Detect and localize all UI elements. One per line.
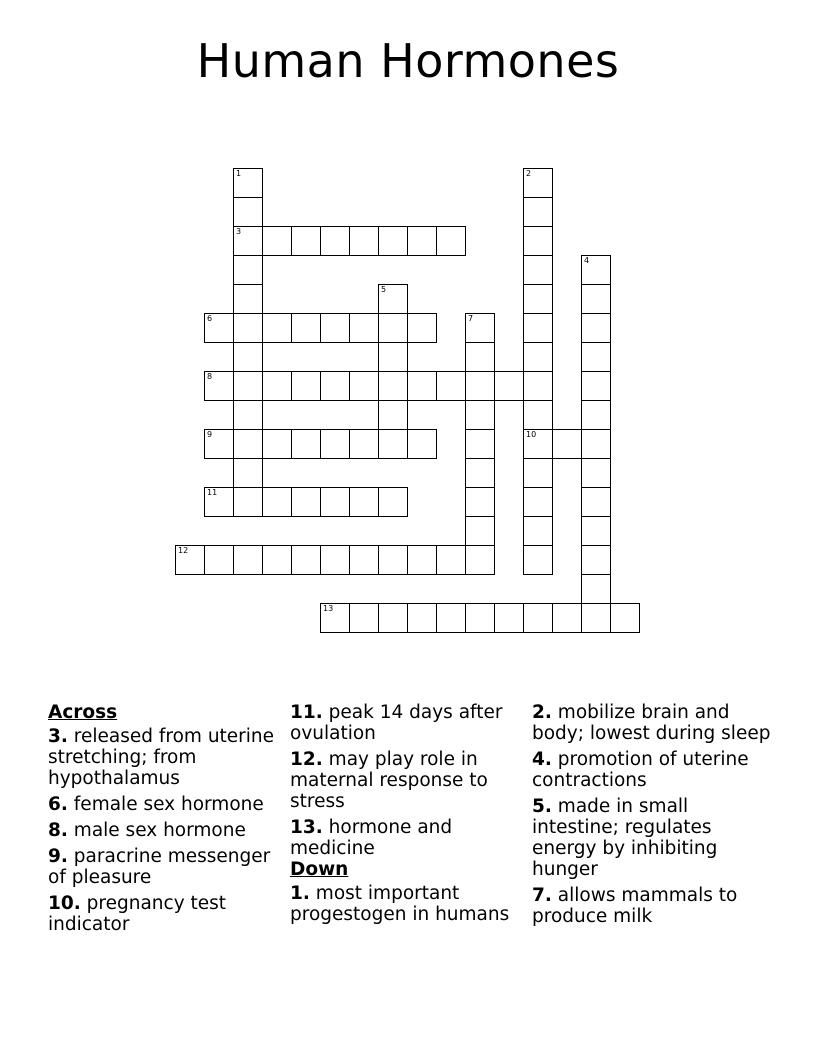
clue-number: 11. — [290, 702, 323, 723]
grid-cell[interactable] — [262, 429, 292, 459]
grid-cell[interactable] — [378, 545, 408, 575]
grid-cell[interactable] — [320, 545, 350, 575]
grid-cell[interactable] — [378, 400, 408, 430]
cell-number: 11 — [207, 488, 218, 497]
cell-number: 13 — [323, 604, 334, 613]
grid-cell[interactable] — [291, 487, 321, 517]
puzzle-title: Human Hormones — [196, 34, 620, 88]
grid-cell[interactable] — [465, 603, 495, 633]
clue-text: paracrine messenger of pleasure — [48, 846, 271, 888]
grid-cell[interactable] — [581, 458, 611, 488]
clue-text: released from uterine stretching; from hypothalamus — [48, 726, 275, 789]
grid-cell[interactable] — [291, 371, 321, 401]
grid-cell[interactable] — [378, 603, 408, 633]
grid-cell[interactable] — [581, 545, 611, 575]
grid-cell[interactable] — [291, 429, 321, 459]
cell-number: 2 — [526, 169, 532, 178]
grid-cell[interactable] — [523, 197, 553, 227]
grid-cell[interactable] — [233, 342, 263, 372]
cell-number: 4 — [584, 256, 590, 265]
grid-cell[interactable] — [465, 487, 495, 517]
grid-cell[interactable] — [204, 487, 234, 517]
grid-cell[interactable] — [523, 429, 553, 459]
down-heading: Down — [290, 859, 349, 880]
grid-cell[interactable] — [378, 226, 408, 256]
grid-cell[interactable] — [407, 545, 437, 575]
grid-cell[interactable] — [523, 371, 553, 401]
clues-column-3 — [532, 702, 772, 932]
clue-number: 1. — [290, 883, 310, 904]
grid-cell[interactable] — [523, 487, 553, 517]
clue-number: 5. — [532, 796, 552, 817]
grid-cell[interactable] — [175, 545, 205, 575]
grid-cell[interactable] — [378, 429, 408, 459]
grid-cell[interactable] — [523, 168, 553, 198]
grid-cell[interactable] — [262, 313, 292, 343]
clue-number: 10. — [48, 893, 81, 914]
grid-cell[interactable] — [233, 371, 263, 401]
grid-cell[interactable] — [233, 284, 263, 314]
grid-cell[interactable] — [523, 603, 553, 633]
clue-across-12 — [290, 749, 525, 812]
grid-cell[interactable] — [523, 284, 553, 314]
grid-cell[interactable] — [407, 371, 437, 401]
grid-cell[interactable] — [262, 226, 292, 256]
clue-number: 7. — [532, 885, 552, 906]
clue-down-1 — [290, 883, 525, 925]
cell-number: 8 — [207, 372, 213, 381]
grid-cell[interactable] — [552, 603, 582, 633]
grid-cell[interactable] — [204, 429, 234, 459]
clue-across-8 — [48, 820, 283, 841]
grid-cell[interactable] — [436, 545, 466, 575]
grid-cell[interactable] — [494, 371, 524, 401]
grid-cell[interactable] — [233, 487, 263, 517]
grid-cell[interactable] — [465, 371, 495, 401]
grid-cell[interactable] — [378, 284, 408, 314]
cell-number: 12 — [178, 546, 189, 555]
clue-text: promotion of uterine contractions — [532, 749, 749, 791]
clue-text: peak 14 days after ovulation — [290, 702, 503, 744]
clue-number: 6. — [48, 794, 68, 815]
grid-cell[interactable] — [523, 226, 553, 256]
grid-cell[interactable] — [581, 342, 611, 372]
grid-cell[interactable] — [204, 545, 234, 575]
grid-cell[interactable] — [204, 371, 234, 401]
grid-cell[interactable] — [436, 603, 466, 633]
grid-cell[interactable] — [233, 313, 263, 343]
grid-cell[interactable] — [523, 545, 553, 575]
grid-cell[interactable] — [581, 371, 611, 401]
grid-cell[interactable] — [581, 313, 611, 343]
grid-cell[interactable] — [465, 342, 495, 372]
clue-text: mobilize brain and body; lowest during sleep — [532, 702, 771, 744]
grid-cell[interactable] — [465, 545, 495, 575]
clue-number: 8. — [48, 820, 68, 841]
clue-down-4 — [532, 749, 772, 791]
grid-cell[interactable] — [262, 487, 292, 517]
grid-cell[interactable] — [291, 313, 321, 343]
grid-cell[interactable] — [233, 197, 263, 227]
grid-cell[interactable] — [291, 545, 321, 575]
grid-cell[interactable] — [349, 603, 379, 633]
grid-cell[interactable] — [233, 226, 263, 256]
clue-number: 9. — [48, 846, 68, 867]
grid-cell[interactable] — [581, 255, 611, 285]
cell-number: 10 — [526, 430, 537, 439]
grid-cell[interactable] — [378, 342, 408, 372]
clue-text: allows mammals to produce milk — [532, 885, 738, 927]
clue-across-11 — [290, 702, 525, 744]
grid-cell[interactable] — [465, 313, 495, 343]
clue-down-2 — [532, 702, 772, 744]
grid-cell[interactable] — [320, 371, 350, 401]
clue-text: male sex hormone — [73, 820, 246, 841]
clue-across-6 — [48, 794, 283, 815]
grid-cell[interactable] — [320, 487, 350, 517]
grid-cell[interactable] — [523, 342, 553, 372]
cell-number: 9 — [207, 430, 213, 439]
grid-cell[interactable] — [320, 603, 350, 633]
clue-down-7 — [532, 885, 772, 927]
grid-cell[interactable] — [233, 458, 263, 488]
grid-cell[interactable] — [523, 516, 553, 546]
grid-cell[interactable] — [581, 516, 611, 546]
grid-cell[interactable] — [204, 313, 234, 343]
clue-down-5 — [532, 796, 772, 880]
clue-text: hormone and medicine — [290, 817, 453, 859]
cell-number: 1 — [236, 169, 242, 178]
grid-cell[interactable] — [320, 429, 350, 459]
clue-across-9 — [48, 846, 283, 888]
grid-cell[interactable] — [262, 371, 292, 401]
grid-cell[interactable] — [349, 545, 379, 575]
grid-cell[interactable] — [436, 226, 466, 256]
grid-cell[interactable] — [436, 371, 466, 401]
cell-number: 3 — [236, 227, 242, 236]
clue-text: female sex hormone — [73, 794, 264, 815]
grid-cell[interactable] — [581, 574, 611, 604]
grid-cell[interactable] — [320, 226, 350, 256]
grid-cell[interactable] — [233, 429, 263, 459]
grid-cell[interactable] — [494, 603, 524, 633]
grid-cell[interactable] — [349, 371, 379, 401]
clue-number: 13. — [290, 817, 323, 838]
grid-cell[interactable] — [233, 168, 263, 198]
clue-across-3 — [48, 726, 283, 789]
grid-cell[interactable] — [581, 603, 611, 633]
grid-cell[interactable] — [233, 400, 263, 430]
clue-text: most important progestogen in humans — [290, 883, 510, 925]
clue-number: 12. — [290, 749, 323, 770]
grid-cell[interactable] — [523, 255, 553, 285]
clue-across-13 — [290, 817, 525, 859]
grid-cell[interactable] — [349, 313, 379, 343]
grid-cell[interactable] — [581, 284, 611, 314]
grid-cell[interactable] — [581, 429, 611, 459]
grid-cell[interactable] — [378, 487, 408, 517]
grid-cell[interactable] — [552, 429, 582, 459]
grid-cell[interactable] — [378, 313, 408, 343]
grid-cell[interactable] — [465, 458, 495, 488]
grid-cell[interactable] — [378, 371, 408, 401]
grid-cell[interactable] — [465, 429, 495, 459]
grid-cell[interactable] — [523, 458, 553, 488]
clues-column-2 — [290, 702, 525, 930]
grid-cell[interactable] — [349, 226, 379, 256]
cell-number: 6 — [207, 314, 213, 323]
grid-cell[interactable] — [407, 603, 437, 633]
grid-cell[interactable] — [233, 545, 263, 575]
grid-cell[interactable] — [581, 487, 611, 517]
clue-text: made in small intestine; regulates energy by inhibiting hunger — [532, 796, 718, 880]
clue-text: pregnancy test indicator — [48, 893, 227, 935]
clue-number: 4. — [532, 749, 552, 770]
grid-cell[interactable] — [465, 516, 495, 546]
grid-cell[interactable] — [465, 400, 495, 430]
clue-number: 2. — [532, 702, 552, 723]
grid-cell[interactable] — [523, 400, 553, 430]
cell-number: 5 — [381, 285, 387, 294]
clue-text: may play role in maternal response to stress — [290, 749, 488, 812]
grid-cell[interactable] — [523, 313, 553, 343]
cell-number: 7 — [468, 314, 474, 323]
grid-cell[interactable] — [581, 400, 611, 430]
grid-cell[interactable] — [349, 429, 379, 459]
grid-cell[interactable] — [407, 429, 437, 459]
grid-cell[interactable] — [407, 313, 437, 343]
clue-across-10 — [48, 893, 283, 935]
across-heading: Across — [48, 702, 118, 723]
grid-cell[interactable] — [610, 603, 640, 633]
grid-cell[interactable] — [233, 255, 263, 285]
grid-cell[interactable] — [262, 545, 292, 575]
grid-cell[interactable] — [291, 226, 321, 256]
grid-cell[interactable] — [407, 226, 437, 256]
clue-number: 3. — [48, 726, 68, 747]
grid-cell[interactable] — [320, 313, 350, 343]
clues-column-1 — [48, 702, 283, 940]
grid-cell[interactable] — [349, 487, 379, 517]
